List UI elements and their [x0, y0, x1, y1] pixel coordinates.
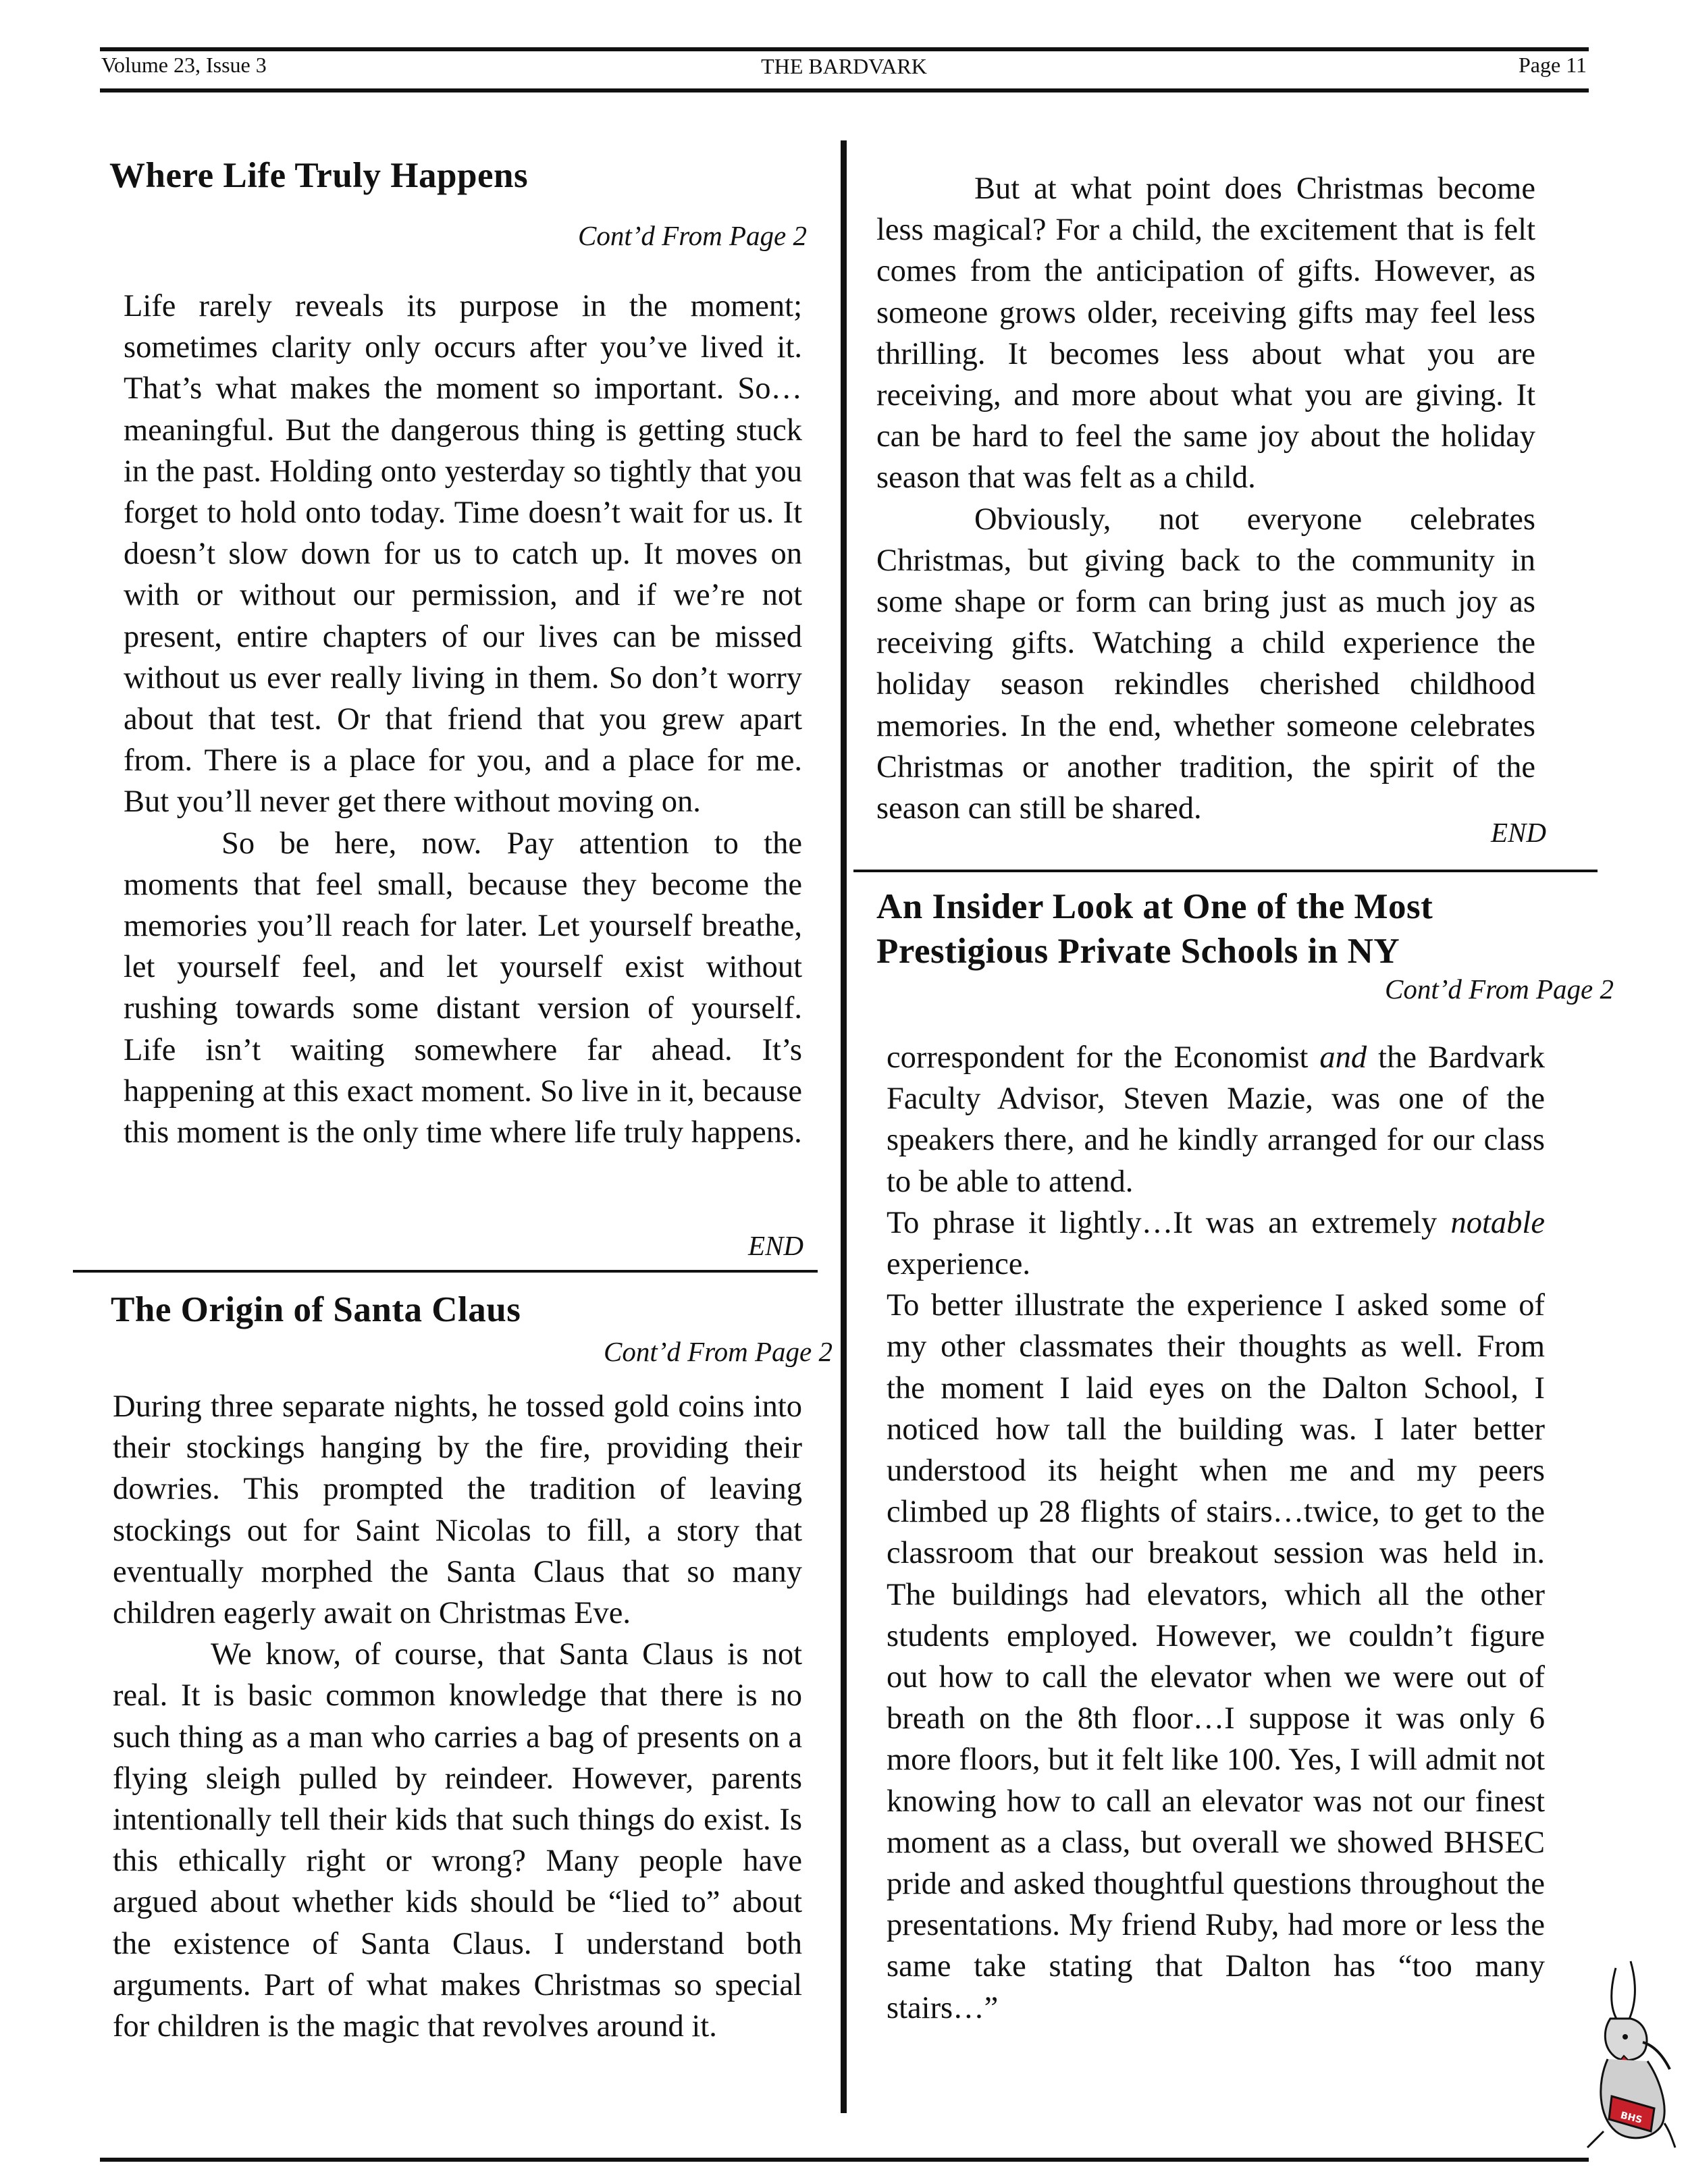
article-end-christmas: END [1491, 817, 1546, 848]
article-title-line: An Insider Look at One of the Most [876, 887, 1433, 926]
bardvark-mascot-icon [1583, 1954, 1678, 2150]
article-contd-santa: Cont’d From Page 2 [604, 1336, 833, 1367]
text-run: the Bardvark Faculty Advisor, Steven Mazie, was one of the speakers there, and he kindly arranged for our class to be able to attend. [887, 1040, 1545, 1199]
text-run: experience. [887, 1247, 1030, 1282]
header-publication: THE BARDVARK [761, 54, 927, 78]
article-title-life: Where Life Truly Happens [109, 156, 529, 195]
text-run: correspondent for the Economist [887, 1040, 1320, 1075]
article-body-insider [887, 1037, 1545, 2029]
text-run: To phrase it lightly…It was an extremely [887, 1205, 1451, 1240]
header-bottom-rule [100, 88, 1589, 92]
article-body-life [124, 286, 802, 1153]
article-contd-insider: Cont’d From Page 2 [1385, 974, 1614, 1005]
article-body-christmas [876, 168, 1535, 829]
paragraph: During three separate nights, he tossed gold coins into their stockings hanging by the fire, providing their dowries. This prompted the tradition of leaving stockings out for Saint Nicolas to fill, a story that eventually morphed the Santa Claus that so many children eagerly await on Christmas Eve. [113, 1389, 802, 1631]
paragraph: So be here, now. Pay attention to the moments that feel small, because they become the memories you’ll reach for later. Let yourself breathe, let yourself feel, and let yourself exist without rushing towards some distant version of yourself. Life isn’t waiting somewhere far ahead. It’s happening at this exact moment. So live in it, because this moment is the only time where life truly happens. [124, 826, 802, 1150]
header-volume: Volume 23, Issue 3 [101, 53, 267, 77]
paragraph: Life rarely reveals its purpose in the moment; sometimes clarity only occurs after you’ve lived it. That’s what makes the moment so important. So… meaningful. But the dangerous thing is getting stuck in the past. Holding onto yesterday so tightly that you forget to hold onto today. Time doesn’t wait for us. It doesn’t slow down for us to catch up. It moves on with or without our permission, and if we’re not present, entire chapters of our lives can be missed without us ever really living in them. So don’t worry about that test. Or that friend that you grew apart from. There is a place for you, and a place for me. But you’ll never get there without moving on. [124, 289, 802, 820]
paragraph [887, 1037, 1545, 1202]
emphasis: notable [1450, 1205, 1545, 1240]
footer-rule [100, 2158, 1589, 2162]
article-end-life: END [748, 1230, 803, 1261]
article-body-santa [113, 1386, 802, 2047]
article-title-insider [876, 884, 1606, 974]
header-top-rule [100, 47, 1589, 51]
article-separator-right [853, 870, 1598, 872]
header-page-number: Page 11 [1518, 53, 1587, 77]
article-contd-life: Cont’d From Page 2 [578, 220, 807, 251]
column-divider [841, 140, 847, 2113]
paragraph: But at what point does Christmas become less magical? For a child, the excitement that is felt comes from the anticipation of gifts. However, as someone grows older, receiving gifts may feel less thrilling. It becomes less about what you are receiving, and more about what you are giving. It can be hard to feel the same joy about the holiday season that was felt as a child. [876, 171, 1535, 496]
emphasis: and [1319, 1040, 1367, 1075]
paragraph: To better illustrate the experience I asked some of my other classmates their thoughts as well. From the moment I laid eyes on the Dalton School, I noticed how tall the building was. I later better understood its height when me and my peers climbed up 28 flights of stairs…twice, to get to the classroom that our breakout session was held in. The buildings had elevators, which all the other students employed. However, we couldn’t figure out how to call the elevator when we were out of breath on the 8th floor…I suppose it was only 6 more floors, but it felt like 100. Yes, I will admit not knowing how to call an elevator was not our finest moment as a class, but overall we showed BHSEC pride and asked thoughtful questions throughout the presentations. My friend Ruby, had more or less the same take stating that Dalton has “too many stairs…” [887, 1288, 1545, 2025]
article-separator-left [73, 1270, 818, 1273]
article-title-line: Prestigious Private Schools in NY [876, 932, 1400, 971]
paragraph: We know, of course, that Santa Claus is not real. It is basic common knowledge that there is no such thing as a man who carries a bag of presents on a flying sleigh pulled by reindeer. However, parents intentionally tell their kids that such things do exist. Is this ethically right or wrong? Many people have argued about whether kids should be “lied to” about the existence of Santa Claus. I understand both arguments. Part of what makes Christmas so special for children is the magic that revolves around it. [113, 1637, 802, 2044]
paragraph: Obviously, not everyone celebrates Christmas, but giving back to the community in some shape or form can bring just as much joy as receiving gifts. Watching a child experience the holiday season rekindles cherished childhood memories. In the end, whether someone celebrates Christmas or another tradition, the spirit of the season can still be shared. [876, 502, 1535, 826]
paragraph [887, 1202, 1545, 1285]
article-title-santa: The Origin of Santa Claus [111, 1290, 521, 1329]
mascot-badge-text: BHS [1619, 2110, 1643, 2126]
